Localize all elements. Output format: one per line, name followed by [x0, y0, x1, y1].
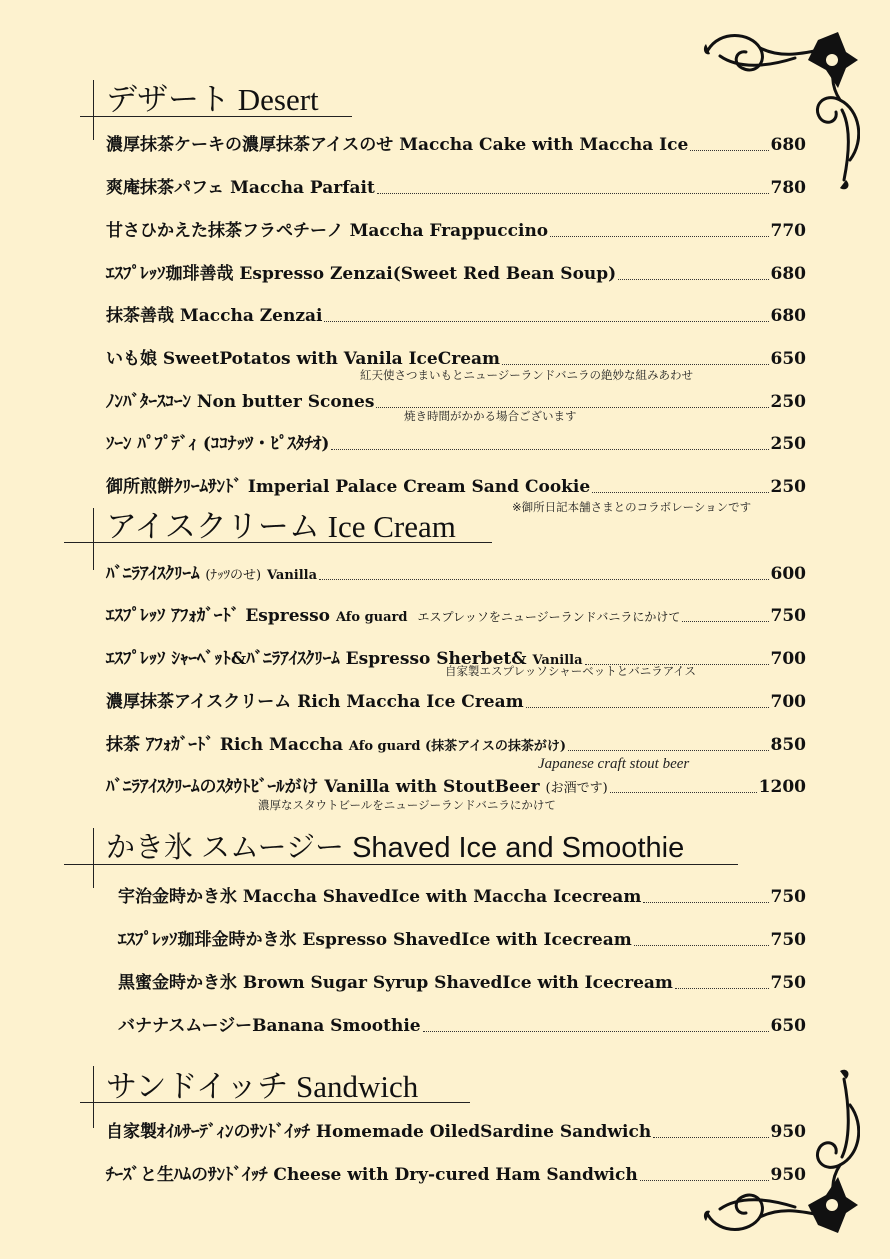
menu-item: ｿｰﾝ ﾊﾟﾌﾟﾃﾞｨ (ｺｺﾅｯﾂ・ﾋﾟｽﾀﾁｵ) 250 — [106, 434, 806, 454]
item-note: 焼き時間がかかる場合ございます — [404, 409, 577, 423]
item-note: 自家製エスプレッソシャーベットとバニラアイス — [445, 664, 697, 678]
menu-item: 濃厚抹茶アイスクリーム Rich Maccha Ice Cream 700 — [106, 692, 806, 712]
section-marker — [93, 80, 94, 140]
menu-item: バナナスムージーBanana Smoothie 650 — [118, 1016, 806, 1036]
section-underline — [64, 864, 738, 865]
menu-item: ｴｽﾌﾟﾚｯｿ珈琲金時かき氷 Espresso ShavedIce with Icecream 750 — [118, 930, 806, 950]
section-title-desert: デザート Desert — [106, 82, 319, 117]
menu-item: 甘さひかえた抹茶フラペチーノ Maccha Frappuccino 770 — [106, 221, 806, 241]
section-title-sandwich: サンドイッチ Sandwich — [106, 1069, 419, 1104]
menu-item: いも娘 SweetPotatos with Vanila IceCream 650 — [106, 349, 806, 369]
menu-item: ｴｽﾌﾟﾚｯｿ ｱﾌｫｶﾞｰﾄﾞ Espresso Afo guard エスプレッソをニュージーランドバニラにかけて 750 — [106, 606, 806, 626]
section-title-ice-cream: アイスクリーム Ice Cream — [106, 509, 456, 544]
menu-item: ﾁｰｽﾞと生ﾊﾑのｻﾝﾄﾞｲｯﾁ Cheese with Dry-cured Ham Sandwich 950 — [106, 1165, 806, 1185]
menu-item: 自家製ｵｲﾙｻｰﾃﾞｨﾝのｻﾝﾄﾞｲｯﾁ Homemade OiledSardine Sandwich 950 — [106, 1122, 806, 1142]
menu-item: 宇治金時かき氷 Maccha ShavedIce with Maccha Icecream 750 — [118, 887, 806, 907]
menu-item: 御所煎餅ｸﾘｰﾑｻﾝﾄﾞ Imperial Palace Cream Sand Cookie 250 — [106, 477, 806, 497]
menu-item: ｴｽﾌﾟﾚｯｿ ｼｬｰﾍﾞｯﾄ&ﾊﾞﾆﾗｱｲｽｸﾘｰﾑ Espresso Sherbet& Vanilla 700 — [106, 649, 806, 669]
section-marker — [93, 828, 94, 888]
item-top-note: Japanese craft stout beer — [538, 756, 690, 772]
menu-item: 抹茶 ｱﾌｫｶﾞｰﾄﾞ Rich Maccha Afo guard (抹茶アイスの抹茶がけ) 850 — [106, 735, 806, 755]
menu-item: ﾊﾞﾆﾗｱｲｽｸﾘｰﾑ (ﾅｯﾂのせ) Vanilla 600 — [106, 564, 806, 584]
section-title-shaved-ice: かき氷 スムージー Shaved Ice and Smoothie — [106, 832, 685, 864]
item-note: 紅天使さつまいもとニュージーランドバニラの絶妙な組みあわせ — [360, 368, 694, 382]
bottom-right-flourish-icon — [700, 1065, 860, 1245]
menu-item: 抹茶善哉 Maccha Zenzai 680 — [106, 306, 806, 326]
section-marker — [93, 1066, 94, 1128]
item-note: 濃厚なスタウトビールをニュージーランドバニラにかけて — [258, 798, 556, 812]
menu-item: 濃厚抹茶ケーキの濃厚抹茶アイスのせ Maccha Cake with Maccha Ice 680 — [106, 135, 806, 155]
section-marker — [93, 508, 94, 570]
menu-item: ﾉﾝﾊﾞﾀｰｽｺｰﾝ Non butter Scones 250 — [106, 392, 806, 412]
menu-item: ｴｽﾌﾟﾚｯｿ珈琲善哉 Espresso Zenzai(Sweet Red Bean Soup) 680 — [106, 264, 806, 284]
menu-item: 黒蜜金時かき氷 Brown Sugar Syrup ShavedIce with Icecream 750 — [118, 973, 806, 993]
menu-item: ﾊﾞﾆﾗｱｲｽｸﾘｰﾑのｽﾀｳﾄﾋﾞｰﾙがけ Vanilla with StoutBeer (お酒です) 1200 — [106, 777, 806, 797]
item-note: ※御所日記本舗さまとのコラボレーションです — [512, 500, 752, 514]
menu-item: 爽庵抹茶パフェ Maccha Parfait 780 — [106, 178, 806, 198]
